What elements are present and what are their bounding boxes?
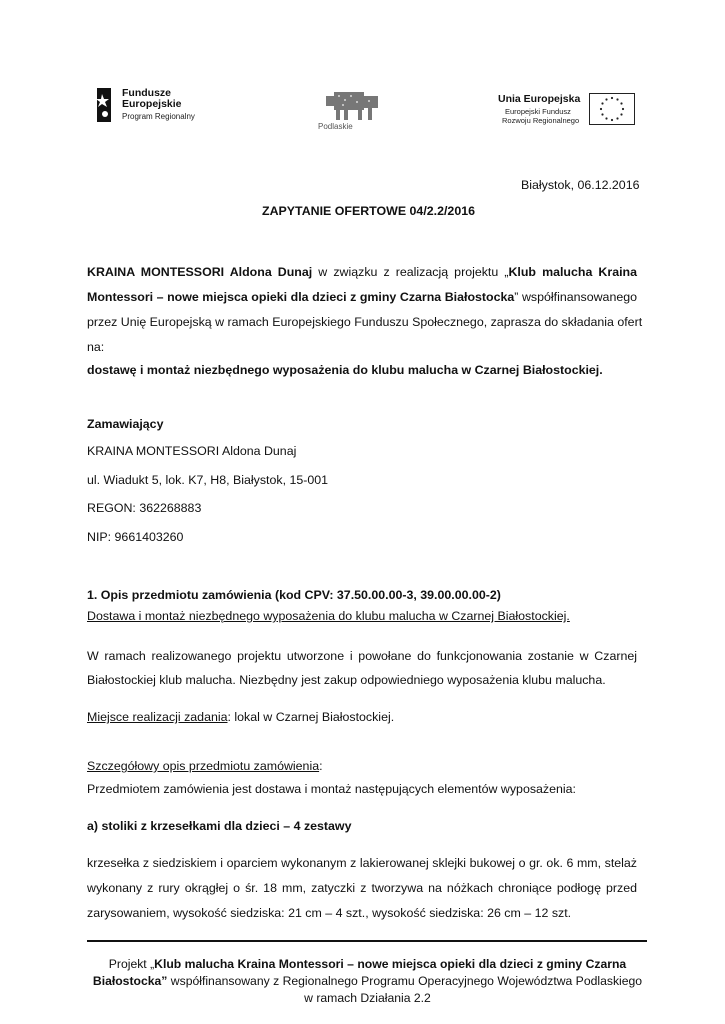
fe-star-icon <box>91 88 117 122</box>
footer-cofinance: współfinansowany z Regionalnego Programu Operacyjnego Województwa Podlaskiego <box>167 974 643 988</box>
footer <box>80 956 655 1007</box>
eu-logo-line1: Unia Europejska <box>498 93 581 105</box>
intro-text-2: ” współfinansowanego <box>514 290 638 304</box>
fe-logo-line1: Fundusze <box>122 87 171 99</box>
section1-p1-line1: W ramach realizowanego projektu utworzone i powołane do funkcjonowania zostanie w Czarnej <box>87 649 637 663</box>
contractor-name: KRAINA MONTESSORI Aldona Dunaj <box>87 444 297 458</box>
fe-logo <box>91 86 201 126</box>
podlaskie-logo <box>318 90 390 132</box>
location-line <box>87 709 394 725</box>
footer-line-1 <box>80 956 655 973</box>
location-value: : lokal w Czarnej Białostockiej. <box>227 710 395 724</box>
intro-company-name: KRAINA MONTESSORI Aldona Dunaj <box>87 265 313 279</box>
contractor-nip: NIP: 9661403260 <box>87 530 184 544</box>
intro-line-4: na: <box>87 340 105 354</box>
eu-logo-line3: Rozwoju Regionalnego <box>502 116 580 125</box>
section1-p1-line2: Białostockiej klub malucha. Niezbędny jest zakup odpowiedniego wyposażenia klubu malucha. <box>87 673 606 687</box>
item-a-line2: wykonany z rury okrągłej o śr. 18 mm, zatyczki z tworzywa na nóżkach chroniące podłogę przed <box>87 881 637 895</box>
contractor-heading: Zamawiający <box>87 417 164 431</box>
contractor-address: ul. Wiadukt 5, lok. K7, H8, Białystok, 15-001 <box>87 473 329 487</box>
detail-text: Przedmiotem zamówienia jest dostawa i montaż następujących elementów wyposażenia: <box>87 782 576 796</box>
fe-logo-line3: Program Regionalny <box>122 112 195 121</box>
section1-heading: 1. Opis przedmiotu zamówienia (kod CPV: 37.50.00.00-3, 39.00.00.00-2) <box>87 588 501 602</box>
section1-subtitle: Dostawa i montaż niezbędnego wyposażenia do klubu malucha w Czarnej Białostockiej. <box>87 609 570 623</box>
fe-logo-line2: Europejskie <box>122 98 182 110</box>
intro-line-5: dostawę i montaż niezbędnego wyposażenia do klubu malucha w Czarnej Białostockiej. <box>87 363 603 377</box>
contractor-regon: REGON: 362268883 <box>87 501 202 515</box>
item-a-heading: a) stoliki z krzesełkami dla dzieci – 4 zestawy <box>87 819 352 833</box>
intro-line-1 <box>87 264 637 280</box>
podlaskie-label: Podlaskie <box>318 122 353 131</box>
intro-project-1: Klub malucha Kraina <box>508 265 637 279</box>
bison-icon <box>324 90 386 122</box>
document-title: ZAPYTANIE OFERTOWE 04/2.2/2016 <box>262 204 475 218</box>
eu-logo-line2: Europejski Fundusz <box>505 107 571 116</box>
footer-line-2 <box>80 973 655 990</box>
footer-project-1: Klub malucha Kraina Montessori – nowe miejsca opieki dla dzieci z gminy Czarna <box>154 957 627 971</box>
place-date: Białystok, 06.12.2016 <box>521 178 640 192</box>
detail-label-line <box>87 758 323 774</box>
detail-colon: : <box>319 759 323 773</box>
eu-flag-icon <box>589 93 635 125</box>
intro-line-2 <box>87 289 637 305</box>
item-a-line3: zarysowaniem, wysokość siedziska: 21 cm – 4 szt., wysokość siedziska: 26 cm – 12 szt. <box>87 906 572 920</box>
location-label: Miejsce realizacji zadania <box>87 710 228 724</box>
footer-prefix: Projekt „ <box>108 957 155 971</box>
footer-divider <box>87 940 647 942</box>
intro-project-2: Montessori – nowe miejsca opieki dla dzieci z gminy Czarna Białostocka <box>87 290 515 304</box>
item-a-line1: krzesełka z siedziskiem i oparciem wykonanym z lakierowanej sklejki bukowej o gr. ok. 6 mm, stelaż <box>87 856 637 870</box>
intro-line-3: przez Unię Europejską w ramach Europejskiego Funduszu Społecznego, zaprasza do składania ofert <box>87 315 643 329</box>
eu-logo <box>498 93 638 129</box>
footer-project-2: Białostocka” <box>92 974 168 988</box>
footer-line-3: w ramach Działania 2.2 <box>304 991 431 1005</box>
intro-text-1: w związku z realizacją projektu „ <box>312 265 509 279</box>
detail-label: Szczegółowy opis przedmiotu zamówienia <box>87 759 320 773</box>
